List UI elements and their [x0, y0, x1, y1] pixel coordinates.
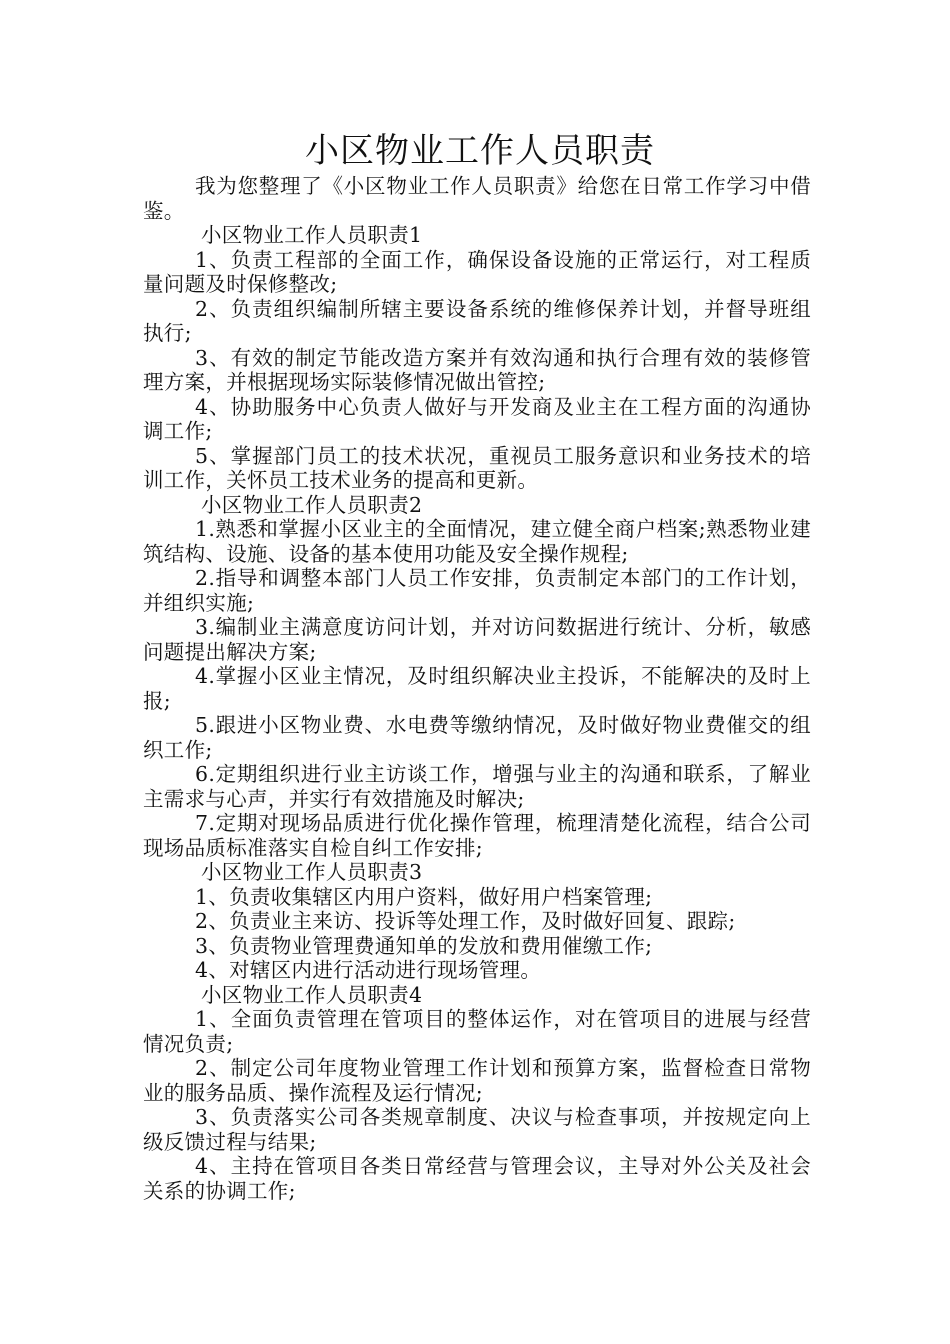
list-item: 7.定期对现场品质进行优化操作管理，梳理清楚化流程，结合公司现场品质标准落实自检自纠工作安排; [143, 811, 811, 860]
list-item: 1、全面负责管理在管项目的整体运作，对在管项目的进展与经营情况负责; [143, 1007, 811, 1056]
list-item: 2.指导和调整本部门人员工作安排，负责制定本部门的工作计划，并组织实施; [143, 566, 811, 615]
list-item: 1、负责收集辖区内用户资料，做好用户档案管理; [195, 884, 653, 909]
list-item: 3.编制业主满意度访问计划，并对访问数据进行统计、分析，敏感问题提出解决方案; [143, 615, 811, 664]
document-page [143, 128, 811, 1203]
list-item: 5、掌握部门员工的技术状况，重视员工服务意识和业务技术的培训工作，关怀员工技术业务的提高和更新。 [143, 443, 811, 492]
list-item: 2、制定公司年度物业管理工作计划和预算方案，监督检查日常物业的服务品质、操作流程及运行情况; [143, 1056, 811, 1105]
section-heading: 小区物业工作人员职责2 [201, 492, 423, 517]
list-item: 2、负责业主来访、投诉等处理工作，及时做好回复、跟踪; [195, 909, 736, 933]
intro-paragraph: 我为您整理了《小区物业工作人员职责》给您在日常工作学习中借鉴。 [143, 174, 811, 223]
list-item: 4.掌握小区业主情况，及时组织解决业主投诉，不能解决的及时上报; [143, 664, 811, 713]
section-heading: 小区物业工作人员职责1 [201, 223, 423, 247]
section-heading: 小区物业工作人员职责3 [201, 860, 423, 884]
list-item: 4、主持在管项目各类日常经营与管理会议，主导对外公关及社会关系的协调工作; [143, 1154, 811, 1203]
list-item: 3、负责落实公司各类规章制度、决议与检查事项，并按规定向上级反馈过程与结果; [143, 1105, 811, 1154]
list-item: 1、负责工程部的全面工作，确保设备设施的正常运行，对工程质量问题及时保修整改; [143, 247, 811, 296]
list-item: 3、负责物业管理费通知单的发放和费用催缴工作; [195, 933, 653, 958]
section-heading: 小区物业工作人员职责4 [201, 982, 423, 1007]
list-item: 2、负责组织编制所辖主要设备系统的维修保养计划，并督导班组执行; [143, 296, 811, 345]
list-item: 5.跟进小区物业费、水电费等缴纳情况，及时做好物业费催交的组织工作; [143, 713, 811, 762]
list-item: 6.定期组织进行业主访谈工作，增强与业主的沟通和联系，了解业主需求与心声，并实行有效措施及时解决; [143, 762, 811, 811]
list-item: 4、对辖区内进行活动进行现场管理。 [195, 958, 542, 982]
list-item: 3、有效的制定节能改造方案并有效沟通和执行合理有效的装修管理方案，并根据现场实际装修情况做出管控; [143, 345, 811, 394]
document-title: 小区物业工作人员职责 [305, 131, 655, 171]
list-item: 4、协助服务中心负责人做好与开发商及业主在工程方面的沟通协调工作; [143, 394, 811, 443]
list-item: 1.熟悉和掌握小区业主的全面情况，建立健全商户档案;熟悉物业建筑结构、设施、设备的基本使用功能及安全操作规程; [143, 517, 811, 566]
